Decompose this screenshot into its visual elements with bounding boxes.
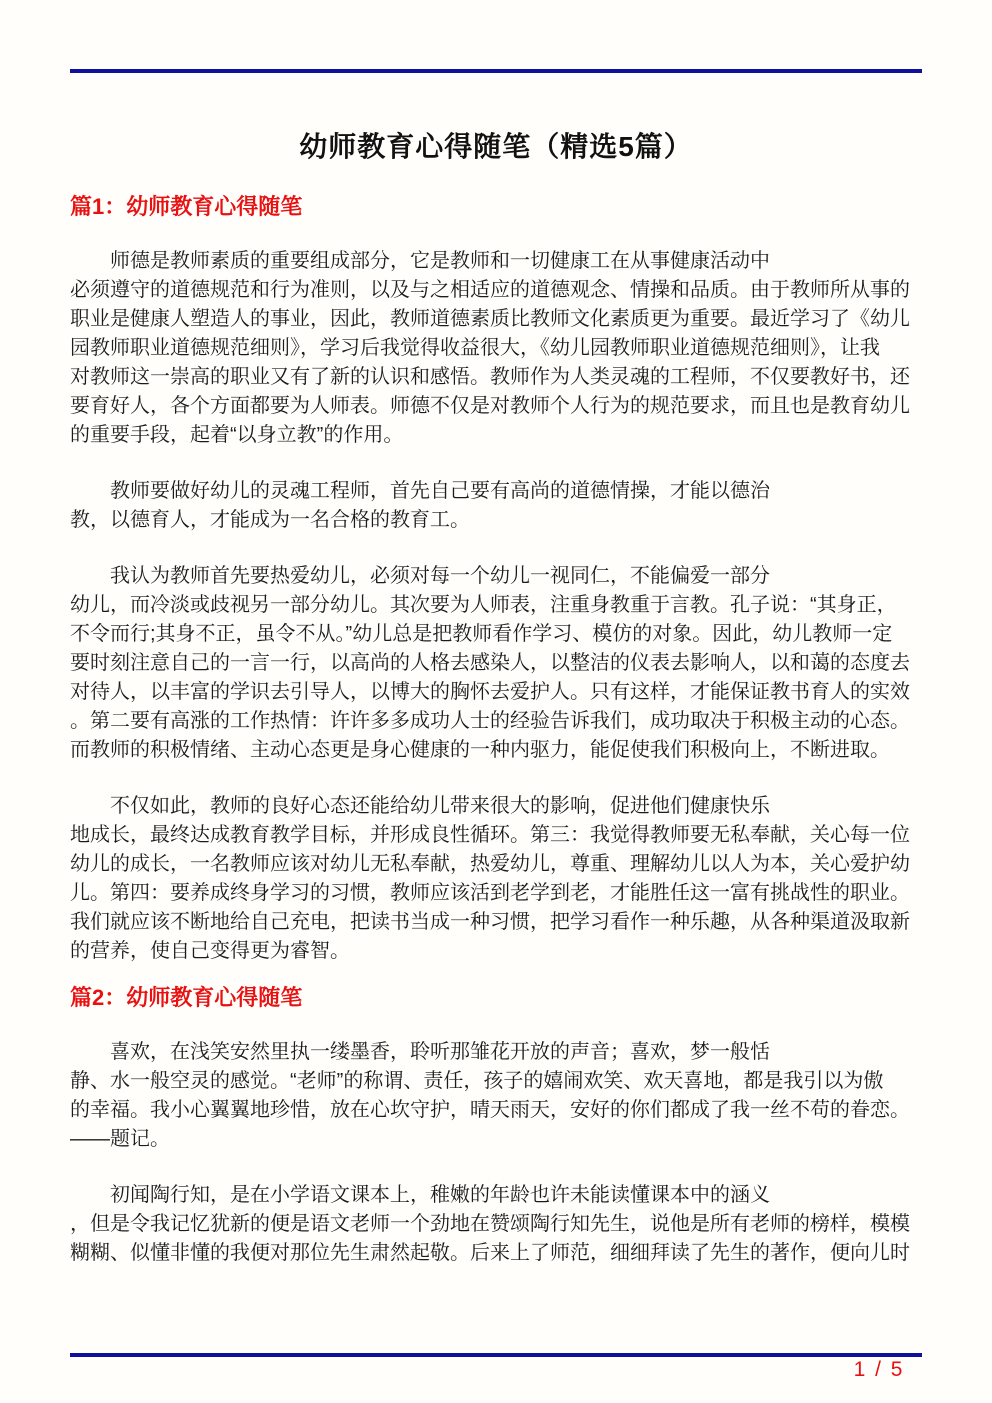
text-line: 园教师职业道德规范细则》，学习后我觉得收益很大，《幼儿园教师职业道德规范细则》，让我 bbox=[70, 337, 880, 359]
text-line: 不令而行;其身不正，虽令不从。”幼儿总是把教师看作学习、模仿的对象。因此，幼儿教师一定 bbox=[70, 623, 893, 645]
text-line: ——题记。 bbox=[70, 1128, 170, 1150]
section-heading: 篇2：幼师教育心得随笔 bbox=[70, 985, 303, 1010]
text-line: ，但是令我记忆犹新的便是语文老师一个劲地在赞颂陶行知先生，说他是所有老师的榜样，模模 bbox=[70, 1213, 910, 1235]
sections bbox=[70, 193, 922, 1268]
text-line: 的幸福。我小心翼翼地珍惜，放在心坎守护，晴天雨天，安好的你们都成了我一丝不苟的眷恋。 bbox=[70, 1099, 910, 1121]
document-content bbox=[70, 0, 922, 1268]
bottom-rule bbox=[70, 1353, 922, 1357]
page-number: 1 / 5 bbox=[853, 1358, 905, 1381]
text-line: 不仅如此，教师的良好心态还能给幼儿带来很大的影响，促进他们健康快乐 bbox=[110, 795, 770, 817]
paragraph bbox=[70, 1181, 922, 1268]
text-line: 教，以德育人，才能成为一名合格的教育工。 bbox=[70, 509, 470, 531]
text-line: 对待人，以丰富的学识去引导人，以博大的胸怀去爱护人。只有这样，才能保证教书育人的实效 bbox=[70, 681, 910, 703]
page-title: 幼师教育心得随笔（精选5篇） bbox=[299, 131, 693, 162]
text-line: 糊糊、似懂非懂的我便对那位先生肃然起敬。后来上了师范，细细拜读了先生的著作，便向儿时 bbox=[70, 1242, 910, 1264]
text-line: 而教师的积极情绪、主动心态更是身心健康的一种内驱力，能促使我们积极向上，不断进取。 bbox=[70, 739, 890, 761]
text-line: 。第二要有高涨的工作热情：许许多多成功人士的经验告诉我们，成功取决于积极主动的心态。 bbox=[70, 710, 910, 732]
text-line: 初闻陶行知，是在小学语文课本上，稚嫩的年龄也许未能读懂课本中的涵义 bbox=[110, 1184, 770, 1206]
paragraph bbox=[70, 477, 922, 535]
text-line: 教师要做好幼儿的灵魂工程师，首先自己要有高尚的道德情操，才能以德治 bbox=[110, 480, 770, 502]
section-heading: 篇1：幼师教育心得随笔 bbox=[70, 194, 303, 219]
paragraph bbox=[70, 562, 922, 765]
paragraph bbox=[70, 792, 922, 966]
text-line: 地成长，最终达成教育教学目标，并形成良性循环。第三：我觉得教师要无私奉献，关心每一位 bbox=[70, 824, 910, 846]
top-rule bbox=[70, 69, 922, 73]
text-line: 儿。第四：要养成终身学习的习惯，教师应该活到老学到老，才能胜任这一富有挑战性的职业。 bbox=[70, 882, 910, 904]
text-line: 要时刻注意自己的一言一行，以高尚的人格去感染人，以整洁的仪表去影响人，以和蔼的态度去 bbox=[70, 652, 910, 674]
text-line: 职业是健康人塑造人的事业，因此，教师道德素质比教师文化素质更为重要。最近学习了《幼儿 bbox=[70, 308, 910, 330]
text-line: 我认为教师首先要热爱幼儿，必须对每一个幼儿一视同仁，不能偏爱一部分 bbox=[110, 565, 770, 587]
text-line: 要育好人，各个方面都要为人师表。师德不仅是对教师个人行为的规范要求，而且也是教育幼儿 bbox=[70, 395, 910, 417]
text-line: 的重要手段，起着“以身立教”的作用。 bbox=[70, 424, 404, 446]
paragraph bbox=[70, 247, 922, 450]
text-line: 师德是教师素质的重要组成部分，它是教师和一切健康工在从事健康活动中 bbox=[110, 250, 770, 272]
text-line: 静、水一般空灵的感觉。“老师”的称谓、责任，孩子的嬉闹欢笑、欢天喜地，都是我引以为傲 bbox=[70, 1070, 884, 1092]
text-line: 喜欢，在浅笑安然里执一缕墨香，聆听那雏花开放的声音；喜欢，梦一般恬 bbox=[110, 1041, 770, 1063]
text-line: 必须遵守的道德规范和行为准则，以及与之相适应的道德观念、情操和品质。由于教师所从事的 bbox=[70, 279, 910, 301]
text-line: 我们就应该不断地给自己充电，把读书当成一种习惯，把学习看作一种乐趣，从各种渠道汲取新 bbox=[70, 911, 910, 933]
paragraph bbox=[70, 1038, 922, 1154]
text-line: 的营养，使自己变得更为睿智。 bbox=[70, 940, 350, 962]
text-line: 幼儿的成长，一名教师应该对幼儿无私奉献，热爱幼儿，尊重、理解幼儿以人为本，关心爱护幼 bbox=[70, 853, 910, 875]
text-line: 幼儿，而冷淡或歧视另一部分幼儿。其次要为人师表，注重身教重于言教。孔子说：“其身正， bbox=[70, 594, 897, 616]
text-line: 对教师这一崇高的职业又有了新的认识和感悟。教师作为人类灵魂的工程师，不仅要教好书，还 bbox=[70, 366, 910, 388]
